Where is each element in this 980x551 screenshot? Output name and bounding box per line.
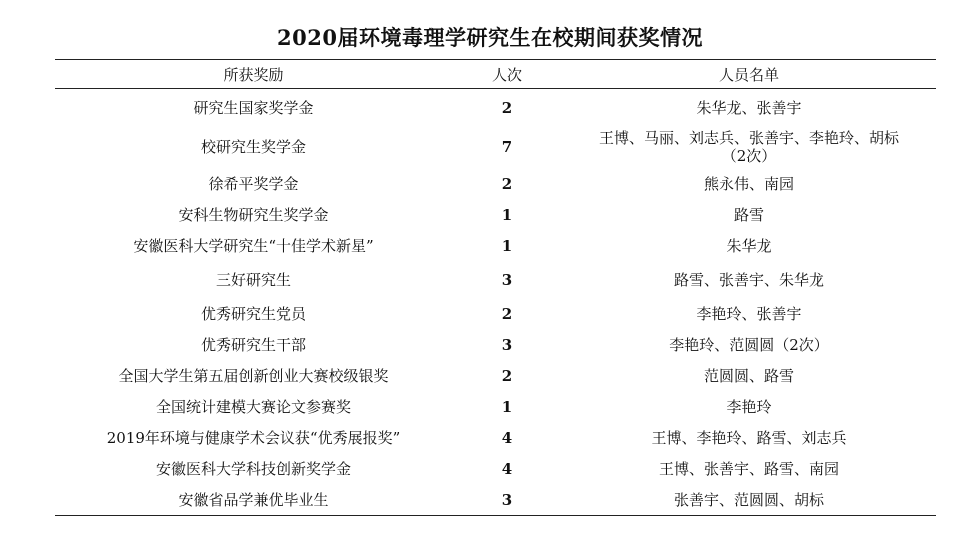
names-cell: 朱华龙 xyxy=(726,236,772,255)
table-row xyxy=(55,168,936,199)
award-cell: 安科生物研究生奖学金 xyxy=(178,205,329,224)
count-cell: 3 xyxy=(501,490,513,509)
header-names: 人员名单 xyxy=(718,65,779,84)
count-cell: 1 xyxy=(501,236,513,255)
header-count: 人次 xyxy=(491,65,522,84)
award-cell: 研究生国家奖学金 xyxy=(193,98,314,117)
header-award: 所获奖励 xyxy=(223,65,284,84)
names-cell: 熊永伟、南园 xyxy=(703,174,794,193)
names-cell: 范圆圆、路雪 xyxy=(703,366,794,385)
table-row xyxy=(55,360,936,391)
award-cell: 安徽省品学兼优毕业生 xyxy=(178,490,329,509)
count-cell: 3 xyxy=(501,335,513,354)
names-cell: 路雪 xyxy=(733,205,764,224)
table-row xyxy=(55,391,936,422)
count-cell: 1 xyxy=(501,397,513,416)
table-row xyxy=(55,230,936,261)
table-row xyxy=(55,261,936,298)
names-cell: 李艳玲、张善宇 xyxy=(696,304,802,323)
names-cell: 李艳玲 xyxy=(726,397,772,416)
count-cell: 7 xyxy=(501,138,513,156)
table-row xyxy=(55,453,936,484)
page-title: 2020届环境毒理学研究生在校期间获奖情况 xyxy=(277,25,703,50)
names-cell: 李艳玲、范圆圆（2次） xyxy=(669,335,829,354)
award-cell: 安徽医科大学研究生“十佳学术新星” xyxy=(133,236,374,255)
table-header xyxy=(55,60,936,89)
names-cell: 路雪、张善宇、朱华龙 xyxy=(673,270,824,289)
award-cell: 安徽医科大学科技创新奖学金 xyxy=(155,459,351,478)
award-cell: 全国统计建模大赛论文参赛奖 xyxy=(155,397,351,416)
count-cell: 2 xyxy=(501,304,513,323)
count-cell: 3 xyxy=(501,270,513,289)
award-cell: 全国大学生第五届创新创业大赛校级银奖 xyxy=(118,366,389,385)
count-cell: 2 xyxy=(501,174,513,193)
award-cell: 优秀研究生党员 xyxy=(200,304,306,323)
count-cell: 4 xyxy=(501,428,513,447)
names-cell: 王博、张善宇、路雪、南园 xyxy=(658,459,839,478)
names-cell: 张善宇、范圆圆、胡标 xyxy=(673,490,824,509)
header-row xyxy=(55,60,936,89)
award-cell: 校研究生奖学金 xyxy=(200,138,306,156)
award-cell: 2019年环境与健康学术会议获“优秀展报奖” xyxy=(106,428,401,447)
table-row xyxy=(55,199,936,230)
count-cell: 4 xyxy=(501,459,513,478)
award-cell: 徐希平奖学金 xyxy=(208,174,299,193)
award-cell: 优秀研究生干部 xyxy=(200,335,306,354)
names-line: （2次） xyxy=(721,147,777,165)
names-cell: 王博、李艳玲、路雪、刘志兵 xyxy=(651,428,847,447)
awards-table-container xyxy=(55,59,936,516)
table-body xyxy=(55,89,936,516)
table-row xyxy=(55,126,936,168)
table-row xyxy=(55,89,936,127)
table-row xyxy=(55,484,936,516)
count-cell: 2 xyxy=(501,366,513,385)
table-row xyxy=(55,422,936,453)
names-line: 王博、马丽、刘志兵、张善宇、李艳玲、胡标 xyxy=(598,129,899,147)
awards-table xyxy=(55,59,936,516)
table-row xyxy=(55,298,936,329)
count-cell: 1 xyxy=(501,205,513,224)
count-cell: 2 xyxy=(501,98,513,117)
names-cell: 朱华龙、张善宇 xyxy=(696,98,802,117)
award-cell: 三好研究生 xyxy=(215,270,291,289)
names-cell xyxy=(562,126,936,168)
table-row xyxy=(55,329,936,360)
